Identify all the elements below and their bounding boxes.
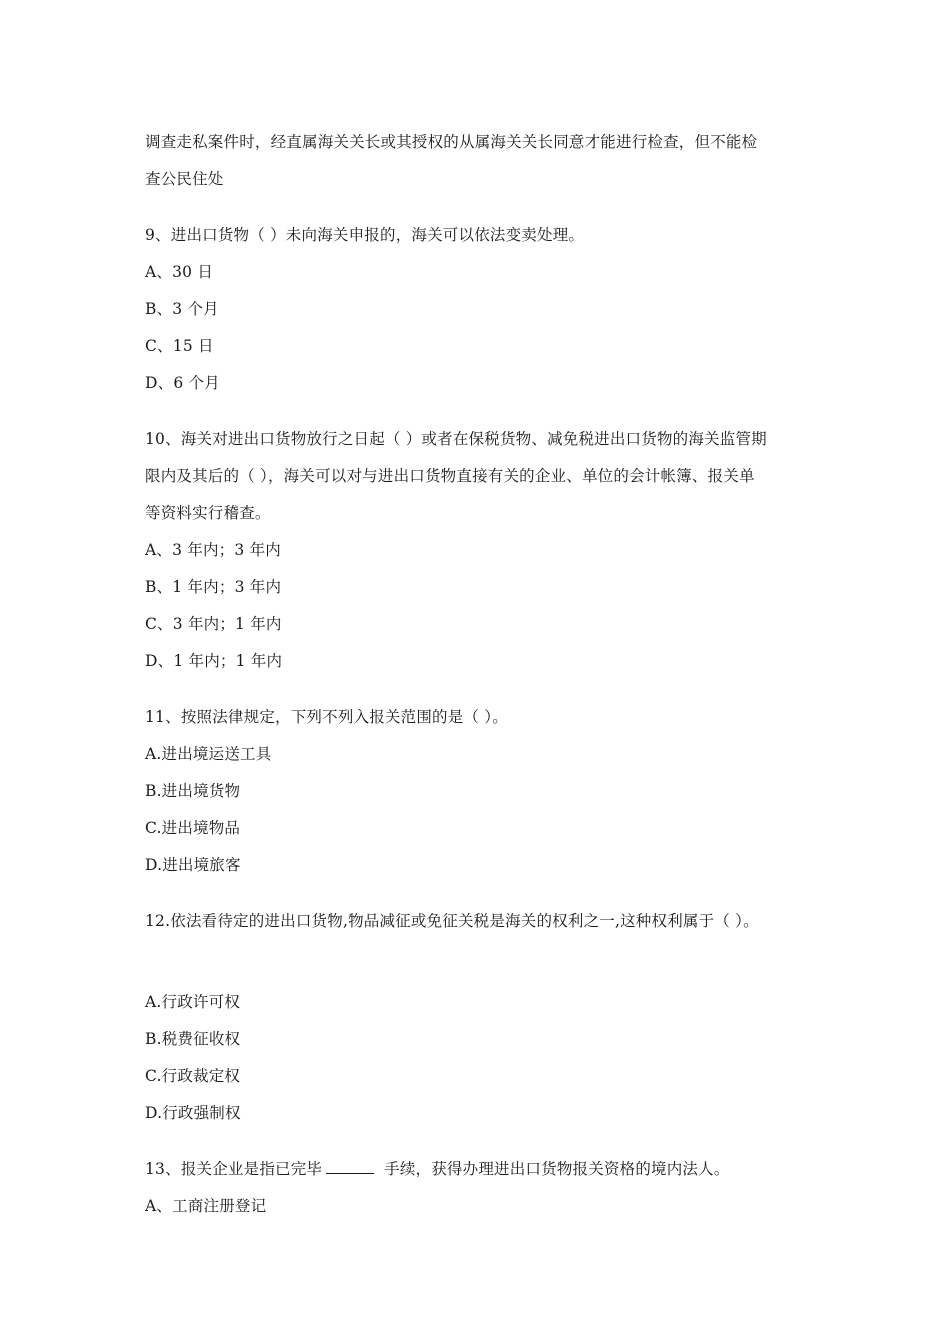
question-11-option-a: A.进出境运送工具 — [145, 745, 272, 763]
question-9-option-a: A、30 日 — [145, 263, 214, 281]
question-12-option-c: C.行政裁定权 — [145, 1067, 241, 1085]
question-9-option-d: D、6 个月 — [145, 374, 220, 392]
question-11-option-c: C.进出境物品 — [145, 819, 241, 837]
question-11-stem: 11、按照法律规定，下列不列入报关范围的是（ ）。 — [145, 708, 508, 726]
question-12-option-d: D.行政强制权 — [145, 1104, 241, 1122]
question-13-stem-after: 手续，获得办理进出口货物报关资格的境内法人。 — [384, 1160, 730, 1178]
question-10-stem-line-3: 等资料实行稽查。 — [145, 504, 271, 522]
intro-line-2: 查公民住处 — [145, 170, 224, 188]
question-11 — [145, 699, 815, 884]
question-13-stem-before: 13、报关企业是指已完毕 — [145, 1160, 323, 1178]
question-13-option-a: A、工商注册登记 — [145, 1197, 267, 1215]
question-12-option-b: B.税费征收权 — [145, 1030, 241, 1048]
question-10-option-c: C、3 年内；1 年内 — [145, 615, 282, 633]
question-13-stem — [145, 1151, 815, 1188]
question-10-stem-line-1: 10、海关对进出口货物放行之日起（ ）或者在保税货物、减免税进出口货物的海关监管期 — [145, 430, 767, 448]
question-10-option-b: B、1 年内；3 年内 — [145, 578, 282, 596]
question-10-option-a: A、3 年内；3 年内 — [145, 541, 281, 559]
question-10-stem-line-2: 限内及其后的（ ），海关可以对与进出口货物直接有关的企业、单位的会计帐簿、报关单 — [145, 467, 755, 485]
question-12 — [145, 903, 815, 1132]
question-9-stem: 9、进出口货物（ ）未向海关申报的，海关可以依法变卖处理。 — [145, 226, 585, 244]
intro-line-1: 调查走私案件时，经直属海关关长或其授权的从属海关关长同意才能进行检查，但不能检 — [145, 133, 758, 151]
question-9-option-c: C、15 日 — [145, 337, 214, 355]
question-11-option-b: B.进出境货物 — [145, 782, 241, 800]
document-page — [145, 124, 815, 1225]
question-12-option-a: A.行政许可权 — [145, 993, 241, 1011]
question-10 — [145, 421, 815, 680]
question-10-option-d: D、1 年内；1 年内 — [145, 652, 283, 670]
question-13 — [145, 1151, 815, 1225]
question-11-option-d: D.进出境旅客 — [145, 856, 241, 874]
question-9 — [145, 217, 815, 402]
question-9-option-b: B、3 个月 — [145, 300, 219, 318]
fill-in-blank — [326, 1159, 374, 1174]
question-12-stem: 12.依法看待定的进出口货物,物品减征或免征关税是海关的权利之一,这种权利属于（ ）。 — [145, 912, 759, 930]
